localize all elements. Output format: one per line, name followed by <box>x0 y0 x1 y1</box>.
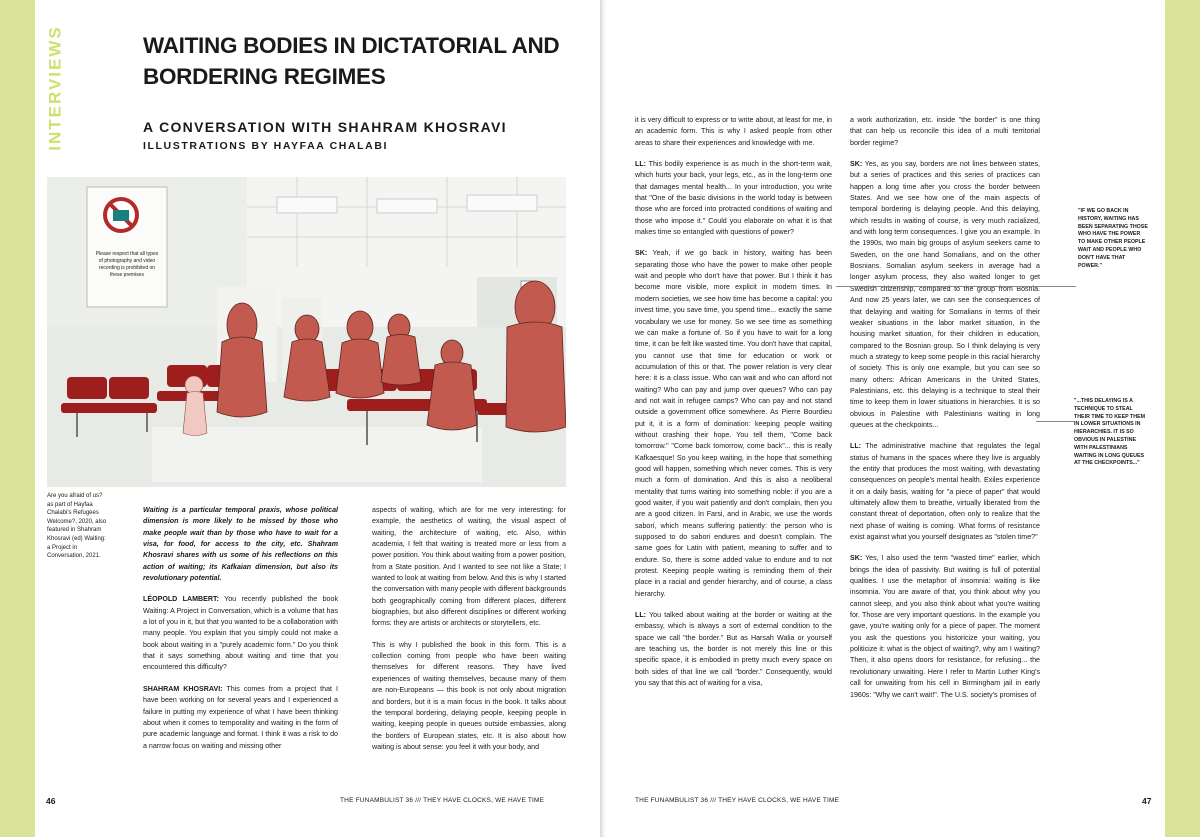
paragraph: aspects of waiting, which are for me very interesting: for example, the aesthetics of waiting, the visual aspect of waiting, the architecture of waiting, etc. Also, within academia, I felt that waiting is treated more or less from a power position. You think about waiting from a power position, from a State position. And I wanted to see not like a State; I wanted to look at waiting from below. And this is why I started the conversation with many people with different backgrounds both geographically coming from different places, different biographies, but also different disciplines or different working forms: they are artists or architects or storytellers, etc. <box>372 506 567 628</box>
pull-quote-leader <box>836 286 1076 287</box>
answer-3: SK: Yes, as you say, borders are not lines between states, but a series of practices and this series of practices can happen a long time after you cross the border between States. And we see how one of the main aspects of temporal bordering is delaying people. And this delaying, which results in waiting of course, is very much racialized, and with long term consequences. I give you an example. In the 1990s, two main big groups of asylum seekers came to Sweden, on the one hand Somalians, and on the other Bosnians. Somalian asylum seekers in average had a longer asylum process, they also waited longer to get Swedish citizenship, compared to the group from Bosnia. And now 25 years later, we can see the consequences of that delaying and waiting for Somalians in terms of their weaker situations in the labor market situation, in the housing market situation, for their children in education, compared to the Bosnian group. So I think delaying is very much a strategy to keep some people in this racial hierarchy of society. This is only one example, but you can see so many others: African Americans in the United States, Palestinians, etc. this delaying is a technique to steal their time to keep them in lower situations in hierarchies. It is so obvious in Palestine with Palestinians waiting in long queues at the checkpoints... <box>850 160 1041 429</box>
question-2: LL: This bodily experience is as much in the short-term wait, which hurts your back, your legs, etc., as in the long-term one that damages mental health... In your introduction, you write that "One of the basic divisions in the world today is between those who are forced into protracted conditions of waiting and those who impose it." Could you elaborate on what it is that makes time so entangled with questions of power? <box>635 160 832 237</box>
answer-2: SK: Yeah, if we go back in history, waiting has been separating those who have the power to make other people wait and people who don't have that power. But I think it has become more visible, more explicit in modern times. In modern societies, we see how time has become a capital: you invest time, you save time, you spend time... exactly the same vocabulary we use for money. So we see time as something we can make a fortune of. So if you have to wait for a long time, it can be felt like wasted time. You don't have that capital, you cannot use that time for education or work or accumulation of this or that. The power relation is very clear here: it is a class issue. Who can wait and who can afford not waiting? Who can pay and jump over queues? Who can pay and not wait in refugee camps? Who can pay and not stand outside a government office somewhere. As Pierre Bourdieu put it, it is a form of domination: keeping people waiting without crashing their hope. You tell them, "Come back tomorrow." "Come back tomorrow, come back"... this is really Kafkaesque! So you keep waiting, in the hope that something good will happen, something which never comes. This is very much a form of domination. And this is also a neoliberal mentality that turns waiting into something noble: if you are a good waiter, if you wait patiently and don't complain, then you are a good citizen. In Farsi, and in Arabic, we use the words saborí, which means suffering patiently: the person who is supposed to do sabori endures and doesn't complain. The same goes for Latin with patient, meaning to suffer and to endure. So, there is some added value to endure and to not protest. Keeping people waiting is reminding them of their place in a racial and gender hierarchy, and of course, a class hierarchy. <box>635 249 832 598</box>
svg-text:Please respect that all typeso: Please respect that all types of photography and video recording is prohibited on these premises <box>95 251 159 278</box>
left-column-1 <box>143 505 338 762</box>
page-footer: THE FUNAMBULIST 36 /// THEY HAVE CLOCKS, WE HAVE TIME <box>340 797 545 804</box>
illustration-caption: Are you afraid of us? as part of Hayfaa Chalabi's Refugees Welcome?, 2020, also featured in Shahram Khosravi (ed) Waiting: a Project in Conversation, 2021. <box>47 493 107 560</box>
paragraph: it is very difficult to express or to write about, at least for me, in an academic form. This is why I asked people from other areas to share their experiences and knowledge with me. <box>635 116 832 147</box>
right-column-2 <box>850 115 1040 711</box>
article-title: WAITING BODIES IN DICTATORIAL AND BORDERING REGIMES <box>143 33 560 89</box>
question-4: LL: The administrative machine that regulates the legal status of humans in the spaces where they live is arguably the entity that produces the most waiting, with devastating consequences on people's mental health. Exiles experience it on a daily basis, waiting for "a piece of paper" that would ultimately allow them to breathe, virtually liberated from the constant threat of deportation, often only to realize that the next phase of waiting is coming. What forms of resistance exist against what you yourself designates as "stolen time?" <box>850 442 1040 542</box>
pull-quote-1: "IF WE GO BACK IN HISTORY, WAITING HAS BEEN SEPARATING THOSE WHO HAVE THE POWER TO MAKE OTHER PEOPLE WAIT AND PEOPLE WHO DON'T HAVE THAT POWER." <box>1078 208 1148 269</box>
pull-quote-leader <box>1036 421 1074 422</box>
illustration-credits: ILLUSTRATIONS BY HAYFAA CHALABI <box>143 140 389 152</box>
waiting-room-illustration <box>47 177 566 487</box>
question-1: LÉOPOLD LAMBERT: You recently published the book Waiting: A Project in Conversation, which is a volume that has a lot of you in it, but that you wanted to be a collaboration with many people. You explain that you simply could not make a book about waiting in a "purely academic form." Do you think that it says something about waiting and time that you encountered this difficulty? <box>143 595 338 672</box>
right-column-1 <box>635 115 832 700</box>
page-footer: THE FUNAMBULIST 36 /// THEY HAVE CLOCKS, WE HAVE TIME <box>635 797 840 804</box>
page-number: 47 <box>1142 796 1152 806</box>
illustration <box>47 177 566 487</box>
left-column-2 <box>372 505 566 763</box>
article-subtitle: A CONVERSATION WITH SHAHRAM KHOSRAVI <box>143 119 507 135</box>
paragraph: a work authorization, etc. inside "the border" is one thing that can help us reconcile this idea of a multi territorial border regime? <box>850 116 1040 147</box>
page-number: 46 <box>46 796 56 806</box>
right-page <box>600 0 1165 837</box>
lead-paragraph: Waiting is a particular temporal praxis, whose political dimension is more likely to be missed by those who make people wait than by those who have to wait for a visa, for food, for access to the city, etc. Shahram Khosravi shares with us some of his reflections on this action of waiting; its Kafkaian dimension, but also its revolutionary potential. <box>143 506 338 583</box>
question-3: LL: You talked about waiting at the border or waiting at the embassy, which is always a sort of external condition to the space we call "the border." But as Harsah Walia or yourself are teaching us, the border is not merely this line or this specific space, it is embodied in pretty much every space on both sides of that line we call "border." Consequently, would you say that this act of waiting for a visa, <box>635 611 832 688</box>
answer-4: SK: Yes, I also used the term "wasted time" earlier, which brings the idea of passivity. But waiting is full of potential qualities. I use the metaphor of insomnia: waiting is like insomnia. You are aware of that, you think about why you cannot sleep, and you also think about what you're waiting for. Those are very important questions. In the example you gave, you're waiting only for a piece of paper. The moment you ask the questions you historicize your waiting, you politicize it: what is the object of waiting?, why am I waiting? Then, it also opens doors for resistance, for refusing... the revolutionary unwaiting. Here I refer to Martin Luther King's call for unwaiting from his cell in Birmingham jail in early 1960s: "Why we can't wait!". The U.S. society's promises of <box>850 554 1041 699</box>
pull-quote-2: "...THIS DELAYING IS A TECHNIQUE TO STEAL THEIR TIME TO KEEP THEM IN LOWER SITUATIONS IN HIERARCHIES. IT IS SO OBVIOUS IN PALESTINE WITH PALESTINIANS WAITING IN LONG QUEUES AT THE CHECKPOINTS..." <box>1074 398 1146 467</box>
paragraph: This is why I published the book in this form. This is a collection coming from people who have been waiting themselves for different reasons. They have lived experiences of waiting themselves, because many of them are non-Europeans — this book is not only about migration and borders, but it is a main focus in the book. It talks about the temporal bordering, delaying people, keeping people in waiting, keeping people in queues outside embassies, along the borders of European states, etc. It is also about how waiting is about sense: you feel it with your body, and <box>372 640 566 751</box>
section-tag: INTERVIEWS <box>45 25 65 151</box>
answer-1: SHAHRAM KHOSRAVI: This comes from a project that I have been working on for several years and I experienced a failure in putting my experience of what I have been thinking about when it comes to temporality and waiting in the form of pure academic language and format. I think it was a risk to do a narrow focus on waiting and missing other <box>143 684 338 750</box>
left-page <box>35 0 600 837</box>
